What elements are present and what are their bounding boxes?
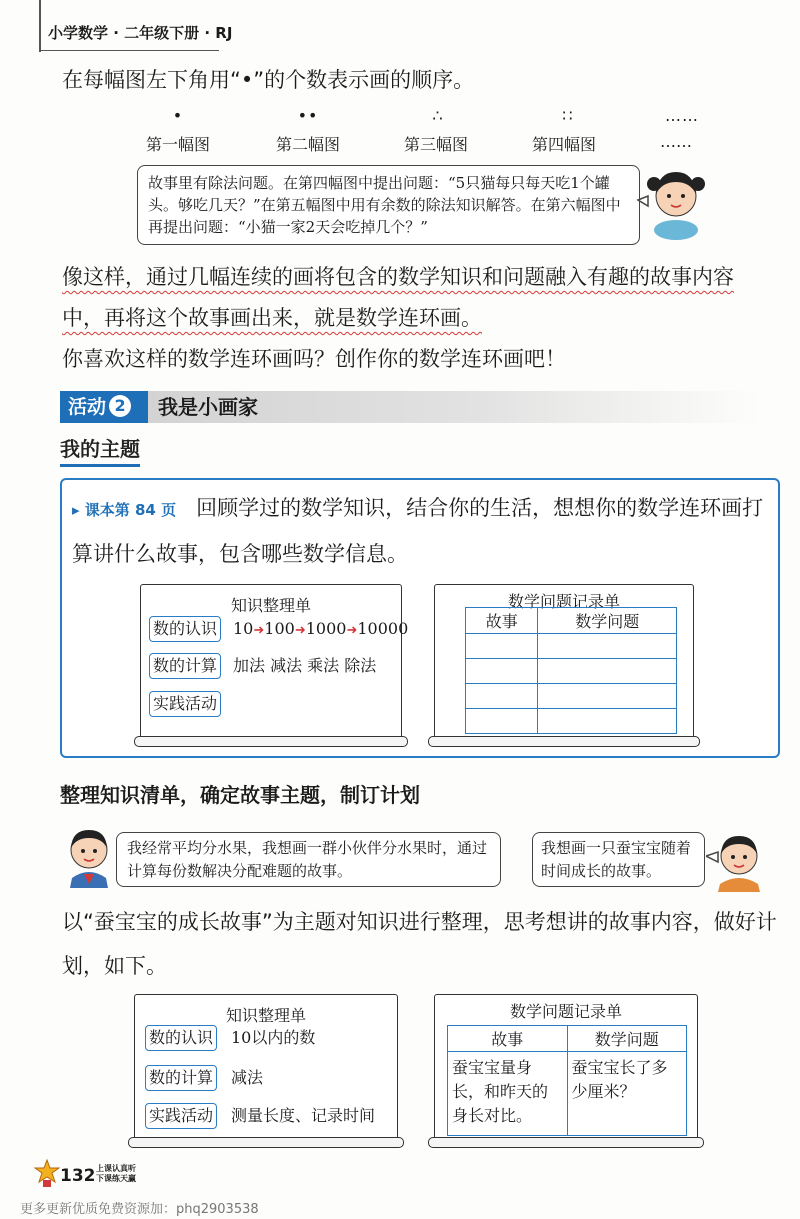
arrow-icon: ➜ <box>346 623 358 638</box>
my-theme-heading: 我的主题 <box>60 433 140 467</box>
scroll-roll <box>428 736 700 747</box>
activity-tag <box>60 391 148 423</box>
empty-cell[interactable] <box>466 709 538 734</box>
num-10: 10 <box>233 619 254 638</box>
invitation-text: 你喜欢这样的数学连环画吗？创作你的数学连环画吧！ <box>62 347 566 371</box>
empty-cell[interactable] <box>538 709 677 734</box>
k1-label-calc: 数的计算 <box>149 653 221 679</box>
girl-speech-bubble: 故事里有除法问题。在第四幅图中提出问题：“5只猫每只每天吃1个罐头。够吃几天？”在第五幅图中用有余数的除法知识解答。在第六幅图中再提出问题：“小猫一家2天会吃掉几个？” <box>137 165 640 245</box>
frame-label-more: …… <box>660 132 692 151</box>
mascot-icon <box>34 1158 60 1188</box>
plan-heading: 整理知识清单，确定故事主题，制订计划 <box>60 783 420 807</box>
k2-value-calc: 减法 <box>231 1068 264 1087</box>
page-number: 132 <box>60 1166 96 1186</box>
comic-definition-line2 <box>62 296 780 340</box>
textbook-reference: ▸ 课本第 84 页 <box>72 501 177 519</box>
intro-text: 在每幅图左下角用“•”的个数表示画的顺序。 <box>62 68 475 92</box>
problem-record-table <box>465 607 677 734</box>
story-cell: 蚕宝宝量身长，和昨天的身长对比。 <box>448 1052 568 1136</box>
k2-value-practice: 测量长度、记录时间 <box>231 1106 376 1125</box>
summary-text: 以“蚕宝宝的成长故事”为主题对知识进行整理，思考想讲的故事内容，做好计划，如下。 <box>62 910 777 978</box>
comic-definition-line1 <box>62 255 780 299</box>
empty-cell[interactable] <box>466 684 538 709</box>
header-rule-vertical <box>39 0 41 52</box>
page-slogan: 上课认真听 下课练天赢 <box>96 1164 136 1183</box>
col-question: 数学问题 <box>538 608 677 634</box>
frame-label-2: 第二幅图 <box>276 135 341 154</box>
knowledge-list-scroll-1 <box>140 584 409 739</box>
arrow-icon: ➜ <box>253 623 265 638</box>
empty-cell[interactable] <box>466 634 538 659</box>
col-story: 故事 <box>466 608 538 634</box>
boy-speech-bubble-2: 我想画一只蚕宝宝随着时间成长的故事。 <box>532 832 705 887</box>
frame-label-4: 第四幅图 <box>532 135 597 154</box>
empty-cell[interactable] <box>538 634 677 659</box>
problem-record-title: 数学问题记录单 <box>507 592 620 611</box>
k1-value-numbers <box>233 616 408 644</box>
question-cell: 蚕宝宝长了多少厘米？ <box>567 1052 687 1136</box>
frame-dots-3: ∴ <box>432 106 444 125</box>
empty-cell[interactable] <box>538 659 677 684</box>
frame-dots-1: • <box>172 106 184 125</box>
task-text <box>72 486 777 576</box>
boy-avatar-icon <box>706 826 772 892</box>
scroll-roll <box>128 1137 404 1148</box>
problem-record-scroll-2 <box>434 994 698 1140</box>
k2-label-numbers: 数的认识 <box>145 1025 217 1051</box>
frame-dots-more: …… <box>665 106 699 125</box>
knowledge-list-title: 知识整理单 <box>230 596 311 615</box>
k2-label-calc: 数的计算 <box>145 1065 217 1091</box>
knowledge-list-title: 知识整理单 <box>225 1006 306 1025</box>
problem-record-table <box>447 1025 687 1136</box>
empty-cell[interactable] <box>538 684 677 709</box>
frame-dots-2: •• <box>297 106 319 125</box>
activity-tag-label: 活动 <box>68 396 107 418</box>
k2-value-numbers: 10以内的数 <box>231 1028 316 1047</box>
scroll-roll <box>428 1137 704 1148</box>
watermark: 更多更新优质免费资源加：phq2903538 <box>20 1202 259 1217</box>
activity-number: 2 <box>109 395 131 417</box>
problem-record-scroll-1 <box>434 584 694 739</box>
boy-speech-bubble-1: 我经常平均分水果，我想画一群小伙伴分水果时，通过计算每份数解决分配难题的故事。 <box>116 832 501 887</box>
comic-definition-text1: 像这样，通过几幅连续的画将包含的数学知识和问题融入有趣的故事内容 <box>62 265 734 289</box>
header-rule-horizontal <box>39 50 219 51</box>
problem-record-title: 数学问题记录单 <box>509 1002 622 1021</box>
frame-label-1: 第一幅图 <box>146 135 211 154</box>
frame-label-3: 第三幅图 <box>404 135 469 154</box>
girl-avatar-icon <box>632 160 712 240</box>
col-story: 故事 <box>448 1026 568 1052</box>
empty-cell[interactable] <box>466 659 538 684</box>
k2-label-practice: 实践活动 <box>145 1103 217 1129</box>
k1-label-numbers: 数的认识 <box>149 616 221 642</box>
task-instruction: 回顾学过的数学知识，结合你的生活，想想你的数学连环画打算讲什么故事，包含哪些数学信息。 <box>72 496 764 566</box>
scroll-roll <box>134 736 408 747</box>
num-1000: 1000 <box>305 619 347 638</box>
activity-title: 我是小画家 <box>158 395 258 419</box>
knowledge-list-scroll-2 <box>134 994 398 1140</box>
book-title: 小学数学 · 二年级下册 · RJ <box>48 24 233 42</box>
arrow-icon: ➜ <box>294 623 306 638</box>
comic-definition-text2: 中，再将这个故事画出来，就是数学连环画。 <box>62 306 482 330</box>
num-100: 100 <box>264 619 295 638</box>
num-10000: 10000 <box>357 619 409 638</box>
k1-label-practice: 实践活动 <box>149 691 221 717</box>
boy-avatar-icon <box>58 818 120 888</box>
k1-value-calc: 加法 减法 乘法 除法 <box>233 656 377 675</box>
frame-dots-4: ∷ <box>562 106 574 125</box>
col-question: 数学问题 <box>567 1026 687 1052</box>
